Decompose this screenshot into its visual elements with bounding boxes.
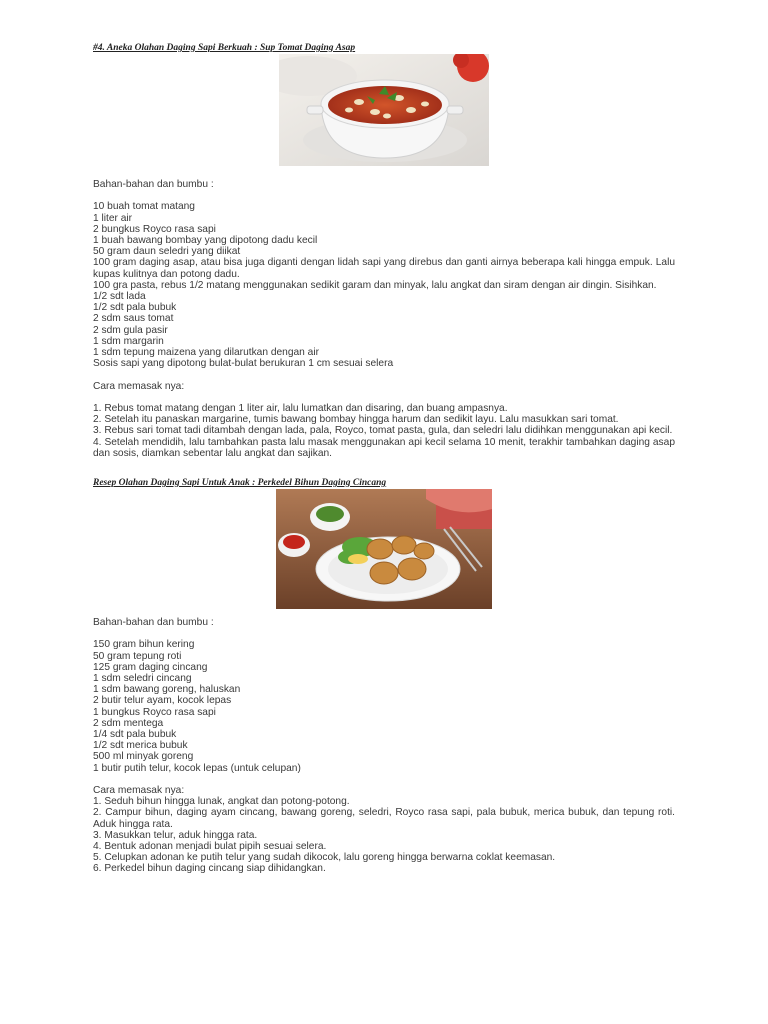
recipe1-heading: #4. Aneka Olahan Daging Sapi Berkuah : Sup Tomat Daging Asap <box>93 43 356 53</box>
list-item: 1. Seduh bihun hingga lunak, angkat dan potong-potong. <box>93 796 350 808</box>
list-item: Sosis sapi yang dipotong bulat-bulat berukuran 1 cm sesuai selera <box>93 358 394 370</box>
list-item: 1/2 sdt pala bubuk <box>93 302 177 314</box>
list-item: 6. Perkedel bihun daging cincang siap dihidangkan. <box>93 863 326 875</box>
list-item: 2. Setelah itu panaskan margarine, tumis bawang bombay hingga harum dan sedikit layu. Lalu masukkan sari tomat. <box>93 414 619 426</box>
list-item: 2 sdm mentega <box>93 717 164 729</box>
list-item: 2 sdm saus tomat <box>93 313 174 325</box>
perkedel-photo <box>276 489 492 609</box>
recipe2-steps-list <box>93 796 675 874</box>
list-item: 3. Masukkan telur, aduk hingga rata. <box>93 829 258 841</box>
recipe1-steps-title: Cara memasak nya: <box>93 380 185 392</box>
list-item: 2 butir telur ayam, kocok lepas <box>93 695 232 707</box>
list-item: 1 bungkus Royco rasa sapi <box>93 706 216 718</box>
list-item: 1/2 sdt merica bubuk <box>93 740 188 752</box>
list-item: 1 butir putih telur, kocok lepas (untuk celupan) <box>93 762 301 774</box>
list-item: 50 gram daun seledri yang diikat <box>93 246 241 258</box>
list-item: 1 sdm bawang goreng, haluskan <box>93 684 241 696</box>
recipe1-ingredients-list <box>93 201 675 369</box>
list-item: 1/4 sdt pala bubuk <box>93 729 177 741</box>
list-item: 2 sdm gula pasir <box>93 324 168 336</box>
list-item: 1 buah bawang bombay yang dipotong dadu kecil <box>93 235 318 246</box>
list-item: 1 liter air <box>93 212 133 224</box>
list-item: 5. Celupkan adonan ke putih telur yang sudah dikocok, lalu goreng hingga berwarna coklat keemasan. <box>93 852 556 864</box>
list-item: 500 ml minyak goreng <box>93 751 194 763</box>
list-item: 1. Rebus tomat matang dengan 1 liter air, lalu lumatkan dan disaring, dan buang ampasnya. <box>93 403 508 415</box>
list-item: 2. Campur bihun, daging ayam cincang, bawang goreng, seledri, Royco rasa sapi, pala bubuk, merica bubuk, dan tepung roti. Aduk hingga rata. <box>93 807 675 830</box>
document-page <box>93 42 675 875</box>
list-item: 125 gram daging cincang <box>93 661 208 673</box>
list-item: 4. Setelah mendidih, lalu tambahkan pasta lalu masak menggunakan api kecil selama 10 menit, terakhir tambahkan daging asap dan sosis, diamkan sebentar lalu angkat dan sajikan. <box>93 436 675 459</box>
list-item: 10 buah tomat matang <box>93 201 195 213</box>
list-item: 1/2 sdt lada <box>93 291 146 303</box>
recipe1-ingredients-title: Bahan-bahan dan bumbu : <box>93 179 214 190</box>
list-item: 50 gram tepung roti <box>93 650 182 662</box>
recipe1-steps-list <box>93 403 675 459</box>
list-item: 1 sdm seledri cincang <box>93 673 192 685</box>
list-item: 4. Bentuk adonan menjadi bulat pipih sesuai selera. <box>93 841 327 853</box>
list-item: 1 sdm tepung maizena yang dilarutkan dengan air <box>93 347 319 359</box>
recipe2-heading: Resep Olahan Daging Sapi Untuk Anak : Perkedel Bihun Daging Cincang <box>93 478 387 489</box>
list-item: 150 gram bihun kering <box>93 639 195 651</box>
list-item: 1 sdm margarin <box>93 335 164 347</box>
list-item: 100 gram daging asap, atau bisa juga diganti dengan lidah sapi yang direbus dan ganti airnya beberapa kali hingga empuk. Lalu kupas kulitnya dan potong dadu. <box>93 257 675 280</box>
recipe2-ingredients-title: Bahan-bahan dan bumbu : <box>93 617 214 629</box>
recipe2-ingredients-list <box>93 639 675 773</box>
tomato-soup-photo <box>279 54 489 166</box>
recipe2-steps-title: Cara memasak nya: <box>93 785 185 797</box>
list-item: 100 gra pasta, rebus 1/2 matang menggunakan sedikit garam dan minyak, lalu angkat dan siram dengan air dingin. Sisihkan. <box>93 279 657 291</box>
list-item: 2 bungkus Royco rasa sapi <box>93 223 216 235</box>
list-item: 3. Rebus sari tomat tadi ditambah dengan lada, pala, Royco, tomat pasta, gula, dan seledri lalu didihkan menggunakan api kecil. <box>93 425 673 437</box>
